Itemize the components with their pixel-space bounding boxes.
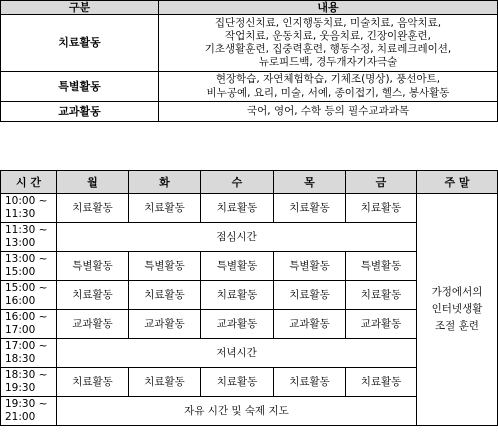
activity-cell: 치료활동 bbox=[129, 368, 201, 397]
header-mon: 월 bbox=[57, 171, 129, 194]
activity-cell: 치료활동 bbox=[201, 281, 274, 310]
table-header-row bbox=[1, 1, 498, 15]
header-weekend: 주 말 bbox=[417, 171, 498, 194]
header-tue: 화 bbox=[129, 171, 201, 194]
content-line: 뉴로피드백, 경두개자기자극술 bbox=[258, 56, 398, 69]
time-cell: 18:30 ~ 19:30 bbox=[1, 368, 57, 397]
schedule-header-row bbox=[1, 171, 498, 194]
activity-cell: 치료활동 bbox=[129, 194, 201, 223]
content-line: 현장학습, 자연체험학습, 기체조(명상), 풍선아트, bbox=[215, 73, 441, 86]
activity-cell: 치료활동 bbox=[346, 368, 417, 397]
table-row bbox=[1, 15, 498, 72]
content-line: 비누공예, 요리, 미술, 서예, 종이접기, 헬스, 봉사활동 bbox=[206, 86, 450, 99]
content-cell bbox=[159, 102, 498, 122]
activity-cell: 치료활동 bbox=[201, 368, 274, 397]
header-wed: 수 bbox=[201, 171, 274, 194]
activity-category-table bbox=[0, 0, 498, 122]
weekend-line: 조절 훈련 bbox=[435, 320, 479, 332]
header-time: 시 간 bbox=[1, 171, 57, 194]
span-cell: 자유 시간 및 숙제 지도 bbox=[57, 397, 417, 426]
activity-cell: 치료활동 bbox=[201, 194, 274, 223]
activity-cell: 특별활동 bbox=[201, 252, 274, 281]
time-cell: 19:30 ~ 21:00 bbox=[1, 397, 57, 426]
activity-cell: 교과활동 bbox=[57, 310, 129, 339]
header-content: 내용 bbox=[159, 1, 498, 15]
time-cell: 11:30 ~ 13:00 bbox=[1, 223, 57, 252]
content-line: 작업치료, 운동치료, 웃음치료, 긴장이완훈련, bbox=[225, 29, 431, 42]
activity-cell: 특별활동 bbox=[57, 252, 129, 281]
category-cell: 특별활동 bbox=[1, 72, 159, 102]
header-fri: 금 bbox=[346, 171, 417, 194]
table-row bbox=[1, 102, 498, 122]
weekend-line: 가정에서의 bbox=[431, 286, 483, 298]
activity-cell: 치료활동 bbox=[57, 368, 129, 397]
category-cell: 교과활동 bbox=[1, 102, 159, 122]
weekly-schedule-table bbox=[0, 170, 498, 426]
header-thu: 목 bbox=[274, 171, 346, 194]
content-line: 국어, 영어, 수학 등의 필수교과과목 bbox=[246, 104, 410, 117]
weekend-line: 인터넷생활 bbox=[431, 303, 483, 315]
activity-cell: 치료활동 bbox=[129, 281, 201, 310]
time-cell: 13:00 ~ 15:00 bbox=[1, 252, 57, 281]
content-cell bbox=[159, 15, 498, 72]
activity-cell: 특별활동 bbox=[346, 252, 417, 281]
time-cell: 15:00 ~ 16:00 bbox=[1, 281, 57, 310]
category-cell: 치료활동 bbox=[1, 15, 159, 72]
span-cell: 점심시간 bbox=[57, 223, 417, 252]
activity-cell: 특별활동 bbox=[274, 252, 346, 281]
table-row bbox=[1, 72, 498, 102]
schedule-row bbox=[1, 194, 498, 223]
activity-cell: 치료활동 bbox=[274, 281, 346, 310]
weekend-cell bbox=[417, 194, 498, 426]
activity-cell: 교과활동 bbox=[129, 310, 201, 339]
activity-cell: 치료활동 bbox=[274, 194, 346, 223]
content-line: 기초생활훈련, 집중력훈련, 행동수정, 치료레크레이션, bbox=[204, 43, 452, 55]
activity-cell: 치료활동 bbox=[57, 281, 129, 310]
content-line: 집단정신치료, 인지행동치료, 미술치료, 음악치료, bbox=[214, 16, 442, 29]
time-cell: 16:00 ~ 17:00 bbox=[1, 310, 57, 339]
content-cell bbox=[159, 72, 498, 102]
activity-cell: 특별활동 bbox=[129, 252, 201, 281]
activity-cell: 교과활동 bbox=[346, 310, 417, 339]
header-category: 구분 bbox=[1, 1, 159, 15]
activity-cell: 치료활동 bbox=[57, 194, 129, 223]
activity-cell: 치료활동 bbox=[274, 368, 346, 397]
span-cell: 저녁시간 bbox=[57, 339, 417, 368]
activity-cell: 치료활동 bbox=[346, 281, 417, 310]
time-cell: 17:00 ~ 18:30 bbox=[1, 339, 57, 368]
activity-cell: 교과활동 bbox=[274, 310, 346, 339]
activity-cell: 교과활동 bbox=[201, 310, 274, 339]
time-cell: 10:00 ~ 11:30 bbox=[1, 194, 57, 223]
activity-cell: 치료활동 bbox=[346, 194, 417, 223]
